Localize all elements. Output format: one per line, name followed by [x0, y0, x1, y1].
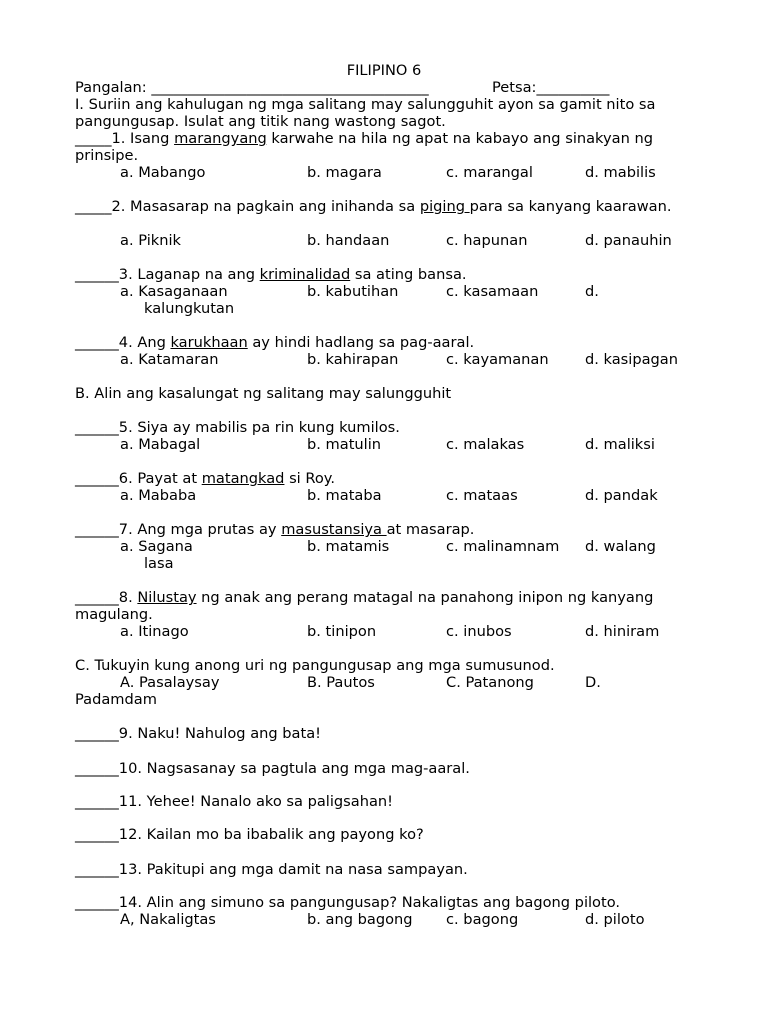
- question-10: ______10. Nagsasanay sa pagtula ang mga mag-aaral.: [75, 760, 470, 777]
- choice-c: c. marangal: [446, 164, 533, 181]
- choice-d: d. walang: [585, 538, 656, 555]
- question-3: [75, 266, 698, 283]
- question-3-text-end: sa ating bansa.: [350, 266, 467, 283]
- choice-a: A. Pasalaysay: [120, 674, 220, 691]
- question-1-text-end: karwahe na hila ng apat na kabayo ang sinakyan ng prinsipe.: [75, 130, 653, 164]
- choice-d: d. kasipagan: [585, 351, 678, 368]
- question-4-text-start: ______4. Ang: [75, 334, 171, 351]
- choice-a: a. Mababa: [120, 487, 197, 504]
- choice-d: d. panauhin: [585, 232, 672, 249]
- question-1-underlined-word: marangyang: [174, 130, 267, 147]
- choice-d-continued: kalungkutan: [144, 300, 235, 317]
- question-4-text-end: ay hindi hadlang sa pag-aaral.: [247, 334, 475, 351]
- question-6-underlined-word: matangkad: [201, 470, 285, 487]
- worksheet-title: FILIPINO 6: [346, 62, 422, 79]
- choice-a: a. Sagana: [120, 538, 193, 555]
- question-3-text-start: ______3. Laganap na ang: [75, 266, 260, 283]
- question-2: [75, 198, 700, 215]
- question-13: ______13. Pakitupi ang mga damit na nasa sampayan.: [75, 861, 468, 878]
- choice-d: d. pandak: [585, 487, 658, 504]
- choice-c: C. Patanong: [446, 674, 534, 691]
- question-9: ______9. Naku! Nahulog ang bata!: [75, 725, 322, 742]
- choice-a: a. Kasaganaan: [120, 283, 228, 300]
- choice-c: c. hapunan: [446, 232, 528, 249]
- question-11: ______11. Yehee! Nanalo ako sa paligsahan!: [75, 793, 393, 810]
- choice-d: D.: [585, 674, 601, 691]
- question-8-text-start: ______8.: [75, 589, 138, 606]
- question-7-underlined-word: masustansiya: [281, 521, 387, 538]
- question-3-underlined-word: kriminalidad: [259, 266, 351, 283]
- choice-d-continued: Padamdam: [75, 691, 157, 708]
- choice-b: b. matulin: [307, 436, 382, 453]
- choice-a: a. Itinago: [120, 623, 189, 640]
- choice-b: b. kahirapan: [307, 351, 399, 368]
- choice-d-continued: lasa: [144, 555, 174, 572]
- question-1: [75, 130, 700, 164]
- choice-d: d. hiniram: [585, 623, 660, 640]
- part3-instruction: C. Tukuyin kung anong uri ng pangungusap ang mga sumusunod.: [75, 657, 555, 674]
- choice-a: a. Katamaran: [120, 351, 219, 368]
- question-8-text-end: ng anak ang perang matagal na panahong inipon ng kanyang magulang.: [75, 589, 654, 623]
- header-row: [75, 79, 698, 96]
- question-7-text-end: at masarap.: [386, 521, 475, 538]
- part1-instruction: I. Suriin ang kahulugan ng mga salitang may salungguhit ayon sa gamit nito sa pangungusap. Isulat ang titik nang wastong sagot.: [75, 96, 656, 130]
- choice-b: b. handaan: [307, 232, 390, 249]
- question-8-underlined-word: Nilustay: [137, 589, 197, 606]
- choice-d: d. maliksi: [585, 436, 655, 453]
- question-4: [75, 334, 698, 351]
- question-14: ______14. Alin ang simuno sa pangungusap? Nakaligtas ang bagong piloto.: [75, 894, 621, 911]
- name-field-label: Pangalan: ______________________________________: [75, 79, 429, 96]
- question-8: [75, 589, 700, 623]
- choice-d: d. mabilis: [585, 164, 656, 181]
- date-field-label: Petsa:__________: [492, 79, 610, 96]
- question-7: [75, 521, 698, 538]
- question-6: [75, 470, 698, 487]
- question-2-underlined-word: piging: [419, 198, 470, 215]
- choice-c: c. inubos: [446, 623, 512, 640]
- choice-d: d.: [585, 283, 599, 300]
- choice-b: b. kabutihan: [307, 283, 399, 300]
- question-1-text-start: _____1. Isang: [75, 130, 175, 147]
- choice-b: B. Pautos: [307, 674, 375, 691]
- choice-b: b. mataba: [307, 487, 382, 504]
- part2-instruction: B. Alin ang kasalungat ng salitang may salungguhit: [75, 385, 452, 402]
- choice-a: a. Piknik: [120, 232, 181, 249]
- question-2-text-end: para sa kanyang kaarawan.: [469, 198, 672, 215]
- choice-b: b. magara: [307, 164, 382, 181]
- choice-b: b. tinipon: [307, 623, 377, 640]
- choice-c: c. bagong: [446, 911, 519, 928]
- choice-c: c. malakas: [446, 436, 525, 453]
- choice-b: b. matamis: [307, 538, 390, 555]
- choice-a: a. Mabango: [120, 164, 206, 181]
- question-2-text-start: _____2. Masasarap na pagkain ang inihanda sa: [75, 198, 420, 215]
- question-5: ______5. Siya ay mabilis pa rin kung kumilos.: [75, 419, 400, 436]
- choice-a: a. Mabagal: [120, 436, 201, 453]
- choice-c: c. mataas: [446, 487, 518, 504]
- choice-c: c. kasamaan: [446, 283, 539, 300]
- question-6-text-end: si Roy.: [284, 470, 335, 487]
- question-6-text-start: ______6. Payat at: [75, 470, 202, 487]
- question-12: ______12. Kailan mo ba ibabalik ang payong ko?: [75, 826, 424, 843]
- question-7-text-start: ______7. Ang mga prutas ay: [75, 521, 282, 538]
- choice-c: c. kayamanan: [446, 351, 549, 368]
- choice-c: c. malinamnam: [446, 538, 560, 555]
- choice-b: b. ang bagong: [307, 911, 413, 928]
- choice-a: A, Nakaligtas: [120, 911, 216, 928]
- choice-d: d. piloto: [585, 911, 645, 928]
- question-4-underlined-word: karukhaan: [170, 334, 248, 351]
